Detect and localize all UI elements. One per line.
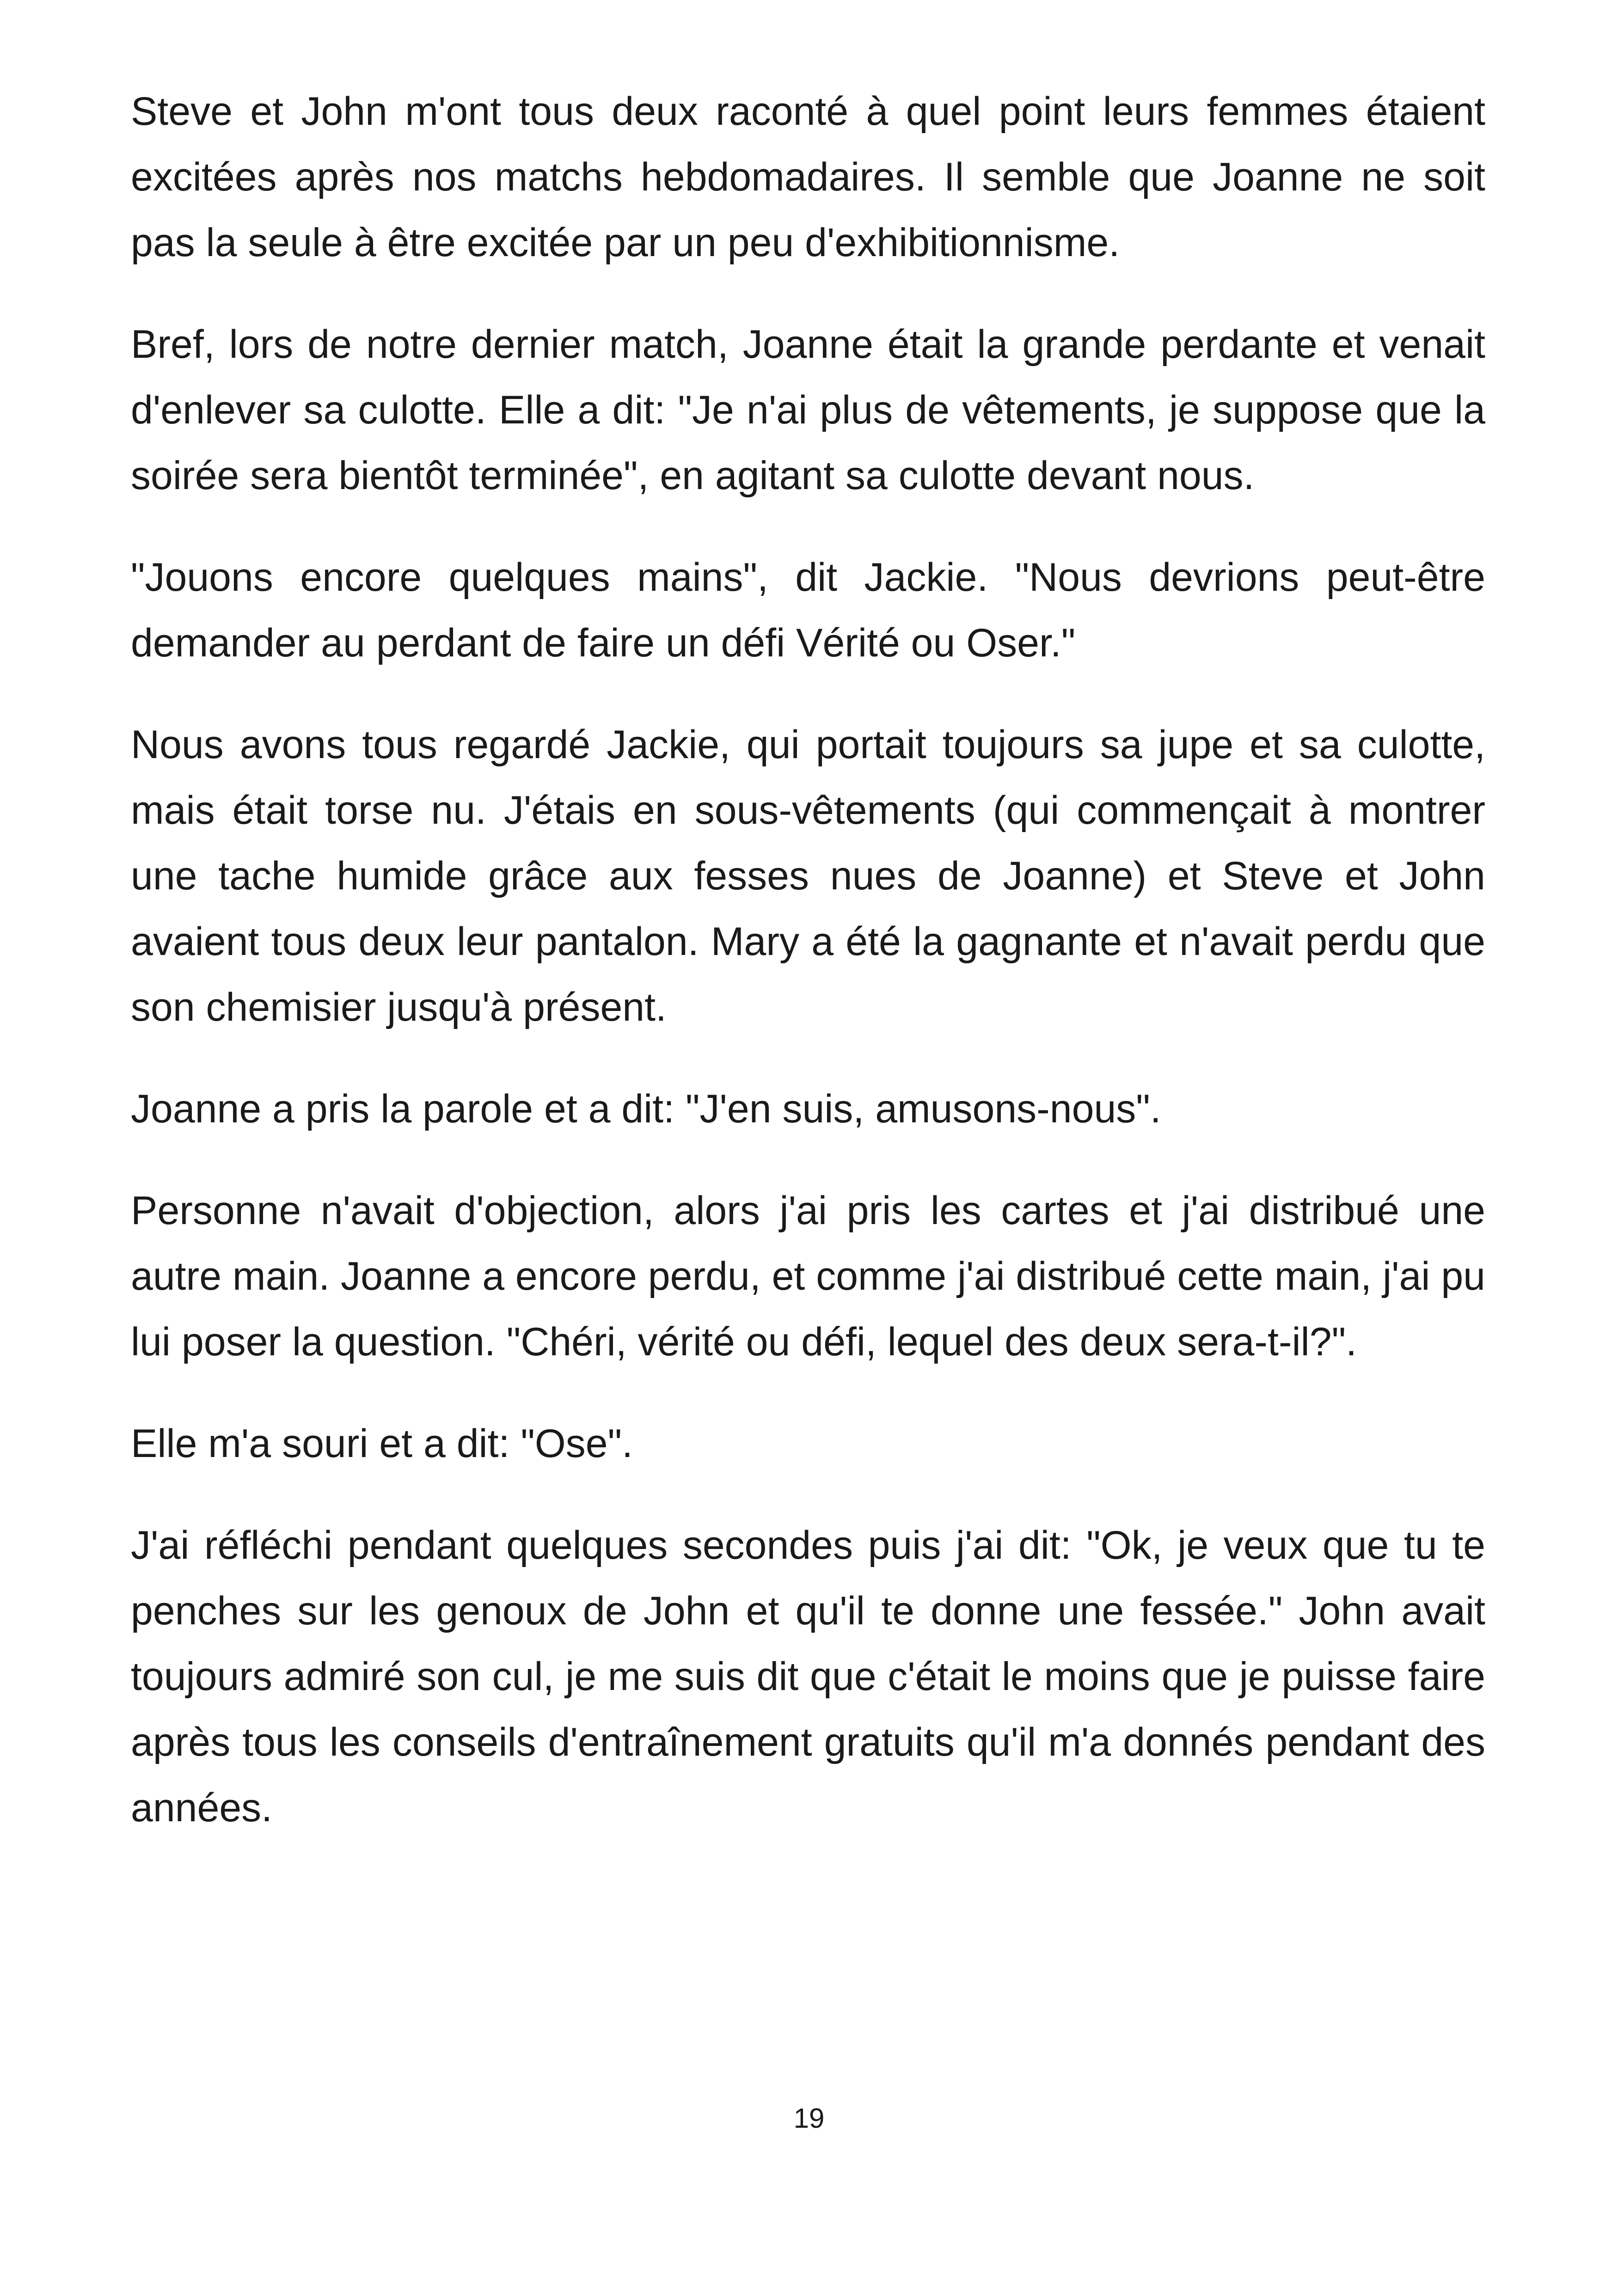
paragraph: Bref, lors de notre dernier match, Joanne était la grande perdante et venait d'enlever sa culotte. Elle a dit: "Je n'ai plus de vêtements, je suppose que la soirée sera bientôt terminée", en agitant sa culotte devant nous. bbox=[131, 322, 1485, 498]
paragraph: Personne n'avait d'objection, alors j'ai pris les cartes et j'ai distribué une autre main. Joanne a encore perdu, et comme j'ai distribué cette main, j'ai pu lui poser la question. "Chéri, vérité ou défi, lequel des deux sera-t-il?". bbox=[131, 1188, 1485, 1364]
paragraph: Steve et John m'ont tous deux raconté à quel point leurs femmes étaient excitées après nos matchs hebdomadaires. Il semble que Joanne ne soit pas la seule à être excitée par un peu d'exhibitionnisme. bbox=[131, 89, 1485, 265]
paragraph: Elle m'a souri et a dit: "Ose". bbox=[131, 1421, 633, 1466]
body-text bbox=[131, 79, 1485, 1877]
paragraph: J'ai réfléchi pendant quelques secondes puis j'ai dit: "Ok, je veux que tu te penches sur les genoux de John et qu'il te donne une fessée." John avait toujours admiré son cul, je me suis dit que c'était le moins que je puisse faire après tous les conseils d'entraînement gratuits qu'il m'a donnés pendant des années. bbox=[131, 1523, 1485, 1830]
paragraph: "Jouons encore quelques mains", dit Jackie. "Nous devrions peut-être demander au perdant de faire un défi Vérité ou Oser." bbox=[131, 555, 1485, 665]
paragraph: Joanne a pris la parole et a dit: "J'en suis, amusons-nous". bbox=[131, 1087, 1161, 1131]
page-number: 19 bbox=[793, 2103, 825, 2134]
paragraph: Nous avons tous regardé Jackie, qui portait toujours sa jupe et sa culotte, mais était torse nu. J'étais en sous-vêtements (qui commençait à montrer une tache humide grâce aux fesses nues de Joanne) et Steve et John avaient tous deux leur pantalon. Mary a été la gagnante et n'avait perdu que son chemisier jusqu'à présent. bbox=[131, 722, 1485, 1029]
